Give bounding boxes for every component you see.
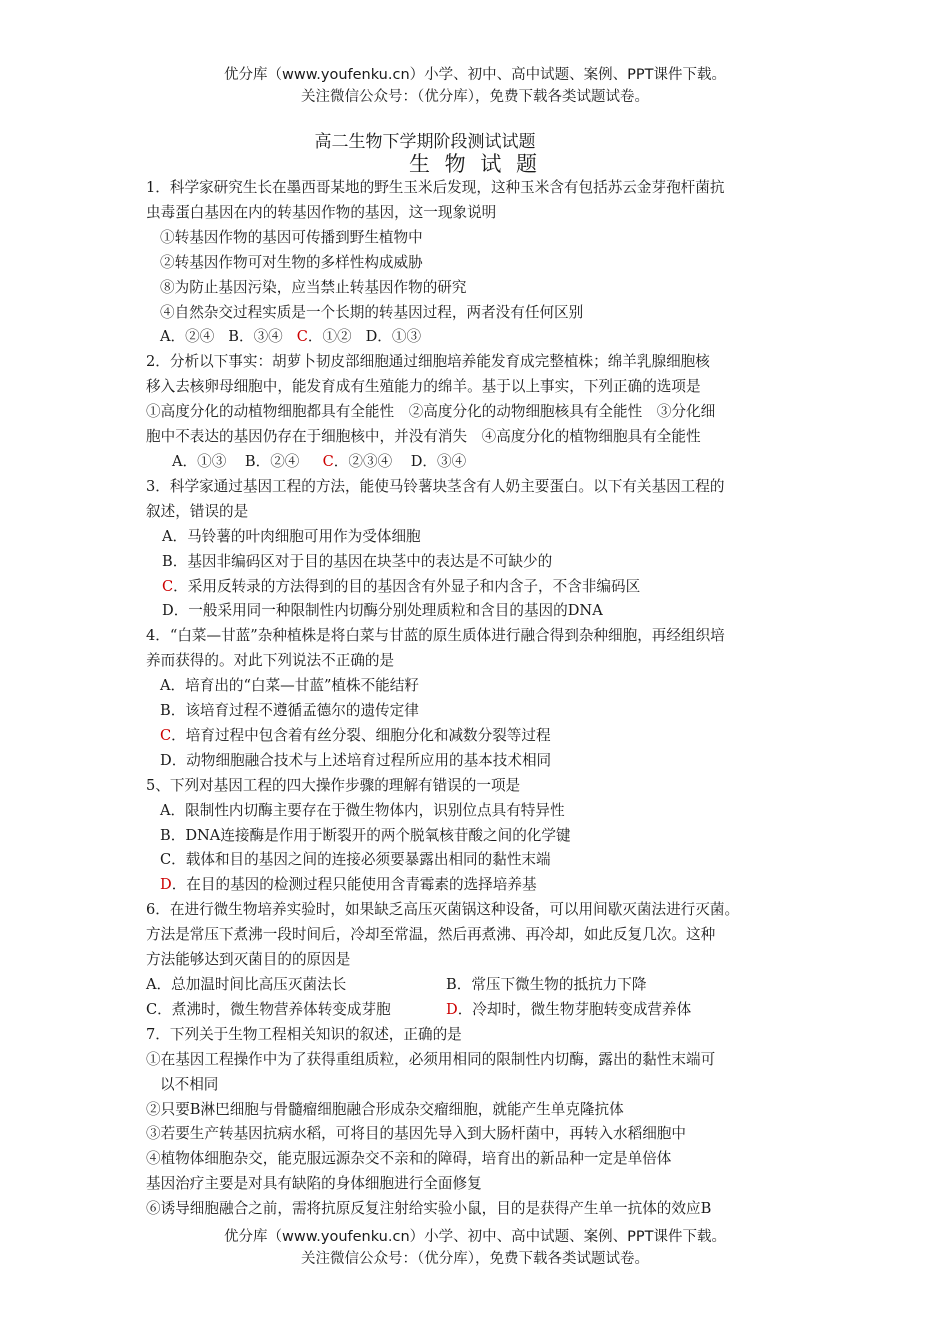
exam-body <box>146 176 826 1222</box>
q6-option-c: C．煮沸时，微生物营养体转变成芽胞 <box>146 1000 391 1018</box>
q2-option-b: B．②④ <box>244 452 300 470</box>
q1-statement-1: ①转基因作物的基因可传播到野生植物中 <box>160 228 423 246</box>
header-line-2: 关注微信公众号：（优分库），免费下载各类试题试卷。 <box>301 89 649 105</box>
q1-stem-1: 1．科学家研究生长在墨西哥某地的野生玉米后发现，这种玉米含有包括苏云金芽孢杆菌抗 <box>146 179 725 196</box>
q1-option-d: D．①③ <box>365 328 422 346</box>
q3-option-d: D．一般采用同一种限制性内切酶分别处理质粒和含目的基因的DNA <box>162 602 603 620</box>
q5-option-a: A．限制性内切酶主要存在于微生物体内，识别位点具有特异性 <box>160 801 565 819</box>
q2-stem-2: 移入去核卵母细胞中，能发育成有生殖能力的绵羊。基于以上事实，下列正确的选项是 <box>146 378 701 396</box>
q5-option-c: C．载体和目的基因之间的连接必须要暴露出相同的黏性末端 <box>160 851 551 869</box>
q6-option-b: B．常压下微生物的抵抗力下降 <box>446 976 647 993</box>
q2-option-c-letter: C <box>322 452 334 470</box>
q4-option-c-letter: C <box>160 726 172 744</box>
q2-option-d: D．③④ <box>410 452 467 470</box>
q3-stem-1: 3．科学家通过基因工程的方法，能使马铃薯块茎含有人奶主要蛋白。以下有关基因工程的 <box>146 477 725 495</box>
q4-option-b: B．该培育过程不遵循孟德尔的遗传定律 <box>160 702 419 720</box>
q6-stem-2: 方法是常压下煮沸一段时间后，冷却至常温，然后再煮沸、再冷却，如此反复几次。这种 <box>146 926 716 944</box>
q7-statement-2: ②只要B淋巴细胞与骨髓瘤细胞融合形成杂交瘤细胞，就能产生单克隆抗体 <box>146 1100 624 1118</box>
q1-option-c: ．①② <box>307 328 352 346</box>
q1-option-b: B．③④ <box>228 328 283 346</box>
q4-stem-2: 养而获得的。对此下列说法不正确的是 <box>146 652 395 670</box>
q5-option-d-letter: D <box>160 876 172 894</box>
q1-statement-2: ②转基因作物可对生物的多样性构成威胁 <box>160 253 423 271</box>
q6-options-row-1 <box>146 973 826 998</box>
q2-option-c: ．②③④ <box>333 452 393 470</box>
q7-statement-1a: ①在基因工程操作中为了获得重组质粒，必须用相同的限制性内切酶，露出的黏性末端可 <box>146 1050 716 1068</box>
q7-statement-1b: 以不相同 <box>160 1075 219 1093</box>
q3-option-c-letter: C <box>162 577 174 595</box>
q1-statement-4: ④自然杂交过程实质是一个长期的转基因过程，两者没有任何区别 <box>160 303 584 321</box>
exam-subtitle: 生 物 试 题 <box>408 152 542 176</box>
q1-statement-3: ⑧为防止基因污染，应当禁止转基因作物的研究 <box>160 278 467 296</box>
q3-option-a: A．马铃薯的叶肉细胞可用作为受体细胞 <box>162 527 421 545</box>
page-footer <box>0 1226 950 1270</box>
q2-stem-3: ①高度分化的动植物细胞都具有全能性 ②高度分化的动物细胞核具有全能性 ③分化细 <box>146 403 716 421</box>
q1-options <box>146 325 826 350</box>
q6-stem-3: 方法能够达到灭菌目的的原因是 <box>146 951 351 969</box>
footer-line-1: 优分库（www.youfenku.cn）小学、初中、高中试题、案例、PPT课件下载。 <box>224 1229 726 1245</box>
q3-option-c-text: ．采用反转录的方法得到的目的基因含有外显子和内含子，不含非编码区 <box>173 577 641 595</box>
q3-stem-2: 叙述，错误的是 <box>146 502 249 520</box>
q7-statement-4: ④植物体细胞杂交，能克服远源杂交不亲和的障碍，培育出的新品种一定是单倍体 <box>146 1150 672 1168</box>
q1-option-a: A．②④ <box>160 328 215 346</box>
exam-title-text: 高二生物下学期阶段测试试题 <box>314 132 536 152</box>
q5-option-b: B．DNA连接酶是作用于断裂开的两个脱氧核苷酸之间的化学键 <box>160 826 571 844</box>
q7-statement-3: ③若要生产转基因抗病水稻，可将目的基因先导入到大肠杆菌中，再转入水稻细胞中 <box>146 1125 686 1143</box>
q2-options <box>146 450 826 475</box>
q4-option-c-text: ．培育过程中包含着有丝分裂、细胞分化和减数分裂等过程 <box>171 726 551 744</box>
q4-option-a: A．培育出的“白菜—甘蓝”植株不能结籽 <box>160 677 419 695</box>
q1-stem-2: 虫毒蛋白基因在内的转基因作物的基因，这一现象说明 <box>146 203 497 221</box>
q6-option-d-letter: D <box>446 1000 458 1018</box>
q1-option-c-letter: C <box>296 328 308 346</box>
q7-stem: 7．下列关于生物工程相关知识的叙述，正确的是 <box>146 1025 462 1043</box>
q6-options-row-2 <box>146 998 826 1023</box>
q5-option-d <box>146 873 826 898</box>
q7-statement-5: 基因治疗主要是对具有缺陷的身体细胞进行全面修复 <box>146 1175 482 1193</box>
q4-stem-1: 4．“白菜—甘蓝”杂种植株是将白菜与甘蓝的原生质体进行融合得到杂种细胞，再经组织培 <box>146 627 725 645</box>
q3-option-b: B．基因非编码区对于目的基因在块茎中的表达是不可缺少的 <box>162 552 553 570</box>
q4-option-d: D．动物细胞融合技术与上述培育过程所应用的基本技术相同 <box>160 751 552 769</box>
q7-statement-6: ⑥诱导细胞融合之前，需将抗原反复注射给实验小鼠，目的是获得产生单一抗体的效应B <box>146 1200 712 1218</box>
q6-option-d <box>446 998 691 1023</box>
q2-stem-1: 2．分析以下事实：胡萝卜韧皮部细胞通过细胞培养能发育成完整植株；绵羊乳腺细胞核 <box>146 353 710 371</box>
footer-line-2: 关注微信公众号：（优分库），免费下载各类试题试卷。 <box>301 1251 649 1267</box>
page-header <box>0 64 950 108</box>
header-line-1: 优分库（www.youfenku.cn）小学、初中、高中试题、案例、PPT课件下载。 <box>224 67 726 83</box>
q5-option-d-text: ．在目的基因的检测过程只能使用含青霉素的选择培养基 <box>171 876 537 894</box>
q6-stem-1: 6．在进行微生物培养实验时，如果缺乏高压灭菌锅这种设备，可以用间歇灭菌法进行灭菌。 <box>146 901 740 919</box>
q4-option-c <box>146 724 826 749</box>
q6-option-d-text: ．冷却时，微生物芽胞转变成营养体 <box>457 1000 692 1018</box>
q2-option-a: A．①③ <box>172 452 227 470</box>
q5-stem: 5、下列对基因工程的四大操作步骤的理解有错误的一项是 <box>146 776 521 794</box>
q2-stem-4: 胞中不表达的基因仍存在于细胞核中，并没有消失 ④高度分化的植物细胞具有全能性 <box>146 428 701 446</box>
q6-option-a: A．总加温时间比高压灭菌法长 <box>146 976 347 993</box>
q3-option-c <box>146 575 826 600</box>
